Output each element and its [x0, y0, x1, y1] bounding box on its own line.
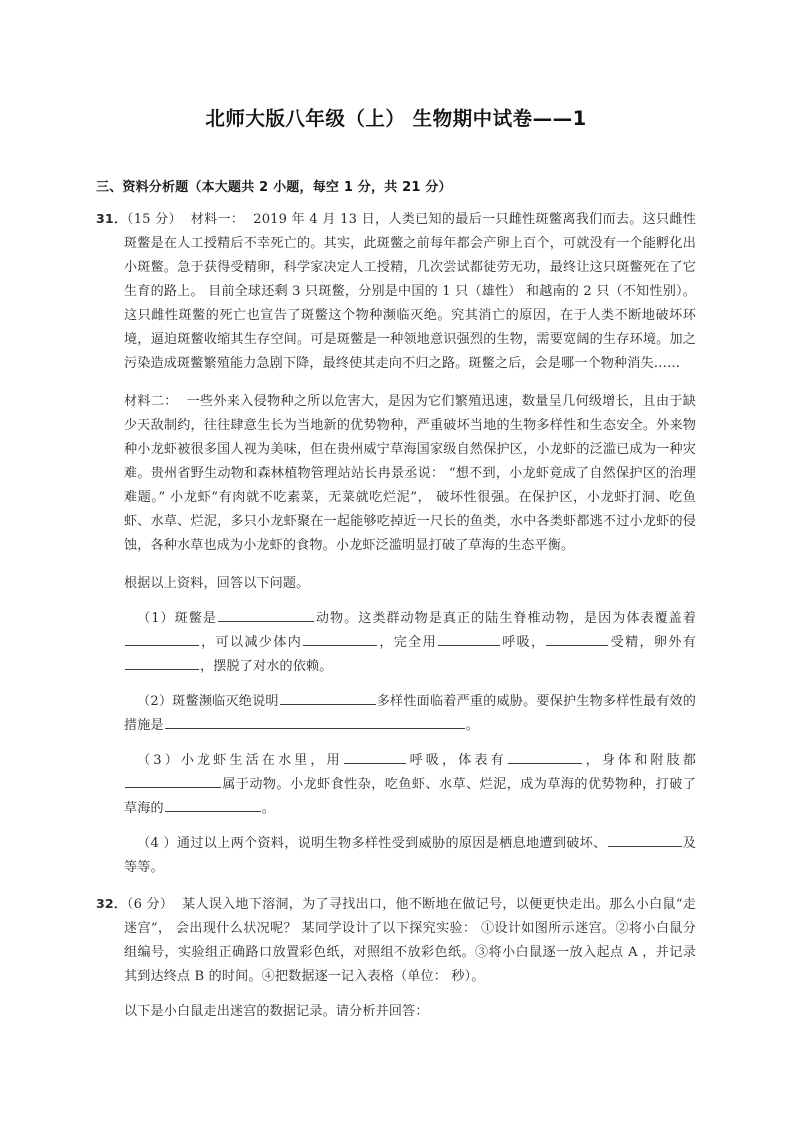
answer-blank[interactable]	[438, 633, 500, 646]
material-two-label: 材料二：	[124, 394, 178, 409]
page-content	[96, 0, 696, 1024]
sub-1-seg3: ，可以减少体内	[200, 635, 303, 650]
question-31-sub-3	[96, 749, 696, 821]
sub-4-seg1: 通过以上两个资料，说明生物多样性受到威胁的原因是栖息地遭到破坏、	[176, 836, 607, 851]
answer-blank[interactable]	[608, 834, 682, 847]
sub-2-seg3: 。	[465, 718, 479, 733]
sub-1-seg1: 斑鳖是	[174, 611, 218, 626]
sub-4-seg2: 及等等。	[124, 836, 696, 875]
sub-4-label: （4 ）	[137, 836, 177, 851]
material-one-label: 材料一：	[190, 212, 245, 227]
sub-3-seg2: 呼吸，体表有	[406, 753, 507, 768]
question-31-material-one	[96, 207, 696, 376]
page-title: 北师大版八年级（上） 生物期中试卷——1	[205, 107, 587, 130]
sub-3-seg1: 小龙虾生活在水里，用	[180, 753, 343, 768]
answer-blank[interactable]	[125, 633, 199, 646]
question-32	[96, 892, 696, 1024]
question-32-closing: 以下是小白鼠走出迷宫的数据记录。请分析并回答：	[124, 1004, 429, 1019]
question-31-material-two	[96, 390, 696, 558]
sub-3-seg4: 属于	[222, 777, 250, 792]
answer-blank[interactable]	[280, 692, 376, 705]
answer-blank[interactable]	[125, 657, 199, 670]
answer-blank[interactable]	[303, 633, 377, 646]
question-31-sub-2	[96, 690, 696, 738]
question-31-sub-4	[96, 832, 696, 880]
sub-3-seg6: 。	[261, 801, 275, 816]
sub-1-seg7: ，摆脱了对水的依赖。	[200, 659, 333, 674]
question-31	[96, 207, 696, 880]
material-one-text: 2019 年 4 月 13 日，人类已知的最后一只雌性斑鳖离我们而去。这只雌性斑鳖是在人工授精后不幸死亡的。其实，此斑鳖之前每年都会产卵上百个，可就没有一个能孵化出小斑鳖。急于获得受精卵，科学家决定人工授精，几次尝试都徒劳无功，最终让这只斑鳖死在了它生育的路上。 目前全球还剩 3 只斑鳖，分别是中国的 1 只（雄性） 和越南的 2 只（不知性别）。这只雌性斑鳖的死亡也宣告了斑鳖这个物种濒临灭绝。究其消亡的原因，在于人类不断地破坏环境，逼迫斑鳖收缩其生存空间。可是斑鳖是一种领地意识强烈的生物，需要宽阔的生存环境。加之污染造成斑鳖繁殖能力急剧下降，最终使其走向不归之路。斑鳖之后，会是哪一个物种消失……	[124, 212, 696, 371]
sub-3-label: （3）	[137, 753, 181, 768]
sub-2-seg1: 斑鳖濒临灭绝说明	[172, 694, 279, 709]
answer-blank[interactable]	[125, 775, 221, 788]
question-32-body	[96, 892, 696, 989]
sub-1-seg5: 呼吸，	[501, 635, 546, 650]
sub-1-seg4: ，完全用	[378, 635, 438, 650]
question-32-score: （6 分）	[126, 897, 174, 912]
material-two-text: 一些外来入侵物种之所以危害大，是因为它们繁殖迅速，数量呈几何级增长，且由于缺少天敌制约，往往肆意生长为当地新的优势物种，严重破坏当地的生物多样性和生态安全。外来物种小龙虾被很多国人视为美味，但在贵州威宁草海国家级自然保护区，小龙虾的泛滥已成为一种灾难。贵州省野生动物和森林植物管理站站长冉景丞说： “想不到，小龙虾竟成了自然保护区的治理难题。” 小龙虾“有肉就不吃素菜，无菜就吃烂泥”， 破坏性很强。在保护区，小龙虾打洞、吃鱼虾、水草、烂泥，多只小龙虾聚在一起能够吃掉近一尺长的鱼类，水中各类虾都逃不过小龙虾的侵蚀，各种水草也成为小龙虾的食物。小龙虾泛滥明显打破了草海的生态平衡。	[124, 394, 697, 553]
answer-blank[interactable]	[508, 751, 582, 764]
answer-blank[interactable]	[546, 633, 608, 646]
question-31-instruction: 根据以上资料，回答以下问题。	[124, 576, 310, 591]
sub-1-seg2: 动物。这类群动物是真正的陆生脊椎动物，是因为体表覆盖着	[315, 611, 697, 626]
question-32-text: 某人误入地下溶洞，为了寻找出口，他不断地在做记号，以便更快走出。那么小白鼠“走迷宫”， 会出现什么状况呢？ 某同学设计了以下探究实验： ①设计如图所示迷宫。②将小白鼠分组编号，实验组正确路口放置彩色纸，对照组不放彩色纸。③将小白鼠逐一放入起点 A ，并记录其到达终点 B 的时间。④把数据逐一记入表格（单位： 秒）。	[124, 897, 697, 984]
question-31-number: 31．	[96, 211, 127, 226]
sub-3-seg3: ，身体和附肢都	[582, 753, 696, 768]
sub-2-label: （2）	[137, 694, 173, 709]
sub-2-seg2: 多样性面临着严重的威胁。要保护生物多样性最有效的措施是	[124, 694, 696, 733]
sub-1-label: （1）	[137, 611, 175, 626]
answer-blank[interactable]	[165, 716, 465, 729]
answer-blank[interactable]	[344, 751, 406, 764]
section-heading: 三、资料分析题（本大题共 2 小题，每空 1 分，共 21 分）	[96, 180, 452, 195]
answer-blank[interactable]	[165, 799, 261, 812]
sub-1-seg6: 受精，卵外有	[609, 635, 696, 650]
question-31-score: （15 分）	[126, 212, 182, 227]
question-31-sub-1	[96, 607, 696, 679]
question-32-number: 32．	[96, 896, 127, 911]
sub-3-seg5: 动物。小龙虾食性杂，吃鱼虾、水草、烂泥，成为草海的优势物种，打破了草海的	[124, 777, 696, 816]
answer-blank[interactable]	[218, 609, 314, 622]
